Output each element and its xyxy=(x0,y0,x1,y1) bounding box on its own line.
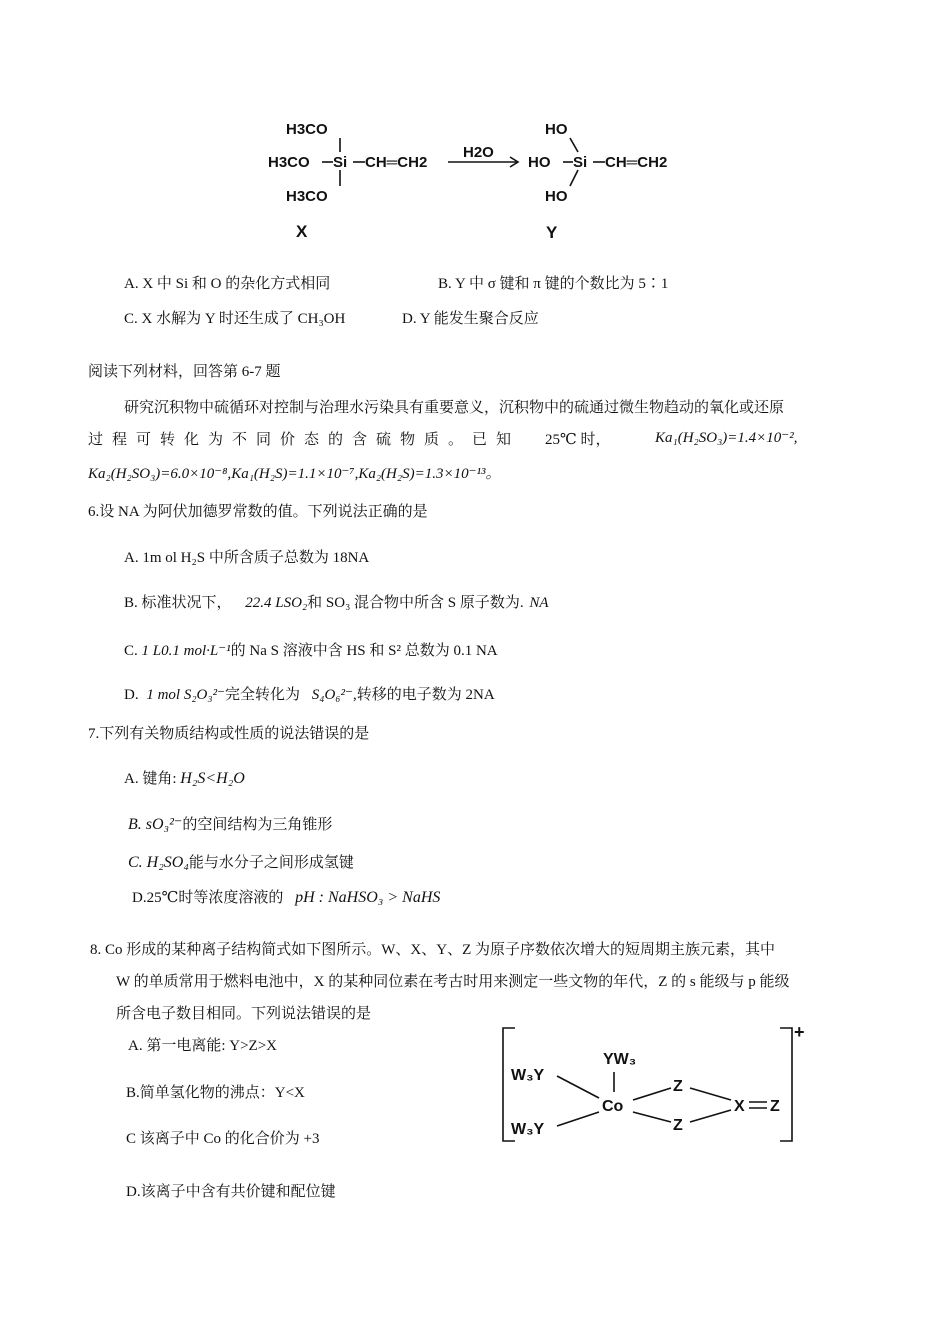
ka-values-row xyxy=(88,462,501,483)
q8-option-a: A. 第一电离能: Y>Z>X xyxy=(128,1038,277,1054)
q6-b-formula: 22.4 LSO₂ xyxy=(245,595,308,611)
charge-sign: + xyxy=(794,1022,805,1042)
q7-c-suffix: 能与水分子之间形成氢键 xyxy=(188,855,354,871)
q7-a-prefix: A. 键角: xyxy=(124,771,177,787)
y-si-atom: Si xyxy=(573,154,588,171)
left-bottom-group: W₃Y xyxy=(511,1121,545,1138)
q6-option-c xyxy=(124,639,498,660)
passage-line-1: 研究沉积物中硫循环对控制与治理水污染具有重要意义，沉积物中的硫通过微生物趋动的氧化或还原 xyxy=(124,400,785,416)
x-atom: X xyxy=(734,1098,745,1115)
q7-c-formula: C. H₂SO₄ xyxy=(128,854,189,871)
q5-option-b: B. Y 中 σ 键和 π 键的个数比为 5∶1 xyxy=(438,276,669,292)
ka1-h2s: Ka₁(H₂S)=1.1×10⁻⁷, xyxy=(231,466,359,482)
ka2-h2so3: Ka₂(H₂SO₃)=6.0×10⁻⁸, xyxy=(88,466,232,482)
q7-d-formula: pH : NaHSO₃ > NaHS xyxy=(295,889,441,906)
reagent-label: H2O xyxy=(463,144,494,161)
q6-option-d xyxy=(124,683,495,704)
label-x: X xyxy=(296,222,308,241)
q6-b-suffix: 和 SO₃ 混合物中所含 S 原子数为. xyxy=(307,595,524,611)
cobalt-complex-structure xyxy=(495,1018,815,1153)
q5-option-a: A. X 中 Si 和 O 的杂化方式相同 xyxy=(124,276,331,292)
q7-stem: 7.下列有关物质结构或性质的说法错误的是 xyxy=(88,726,370,742)
q6-b-na: NA xyxy=(529,595,549,611)
q7-d-prefix: D.25℃时等浓度溶液的 xyxy=(132,890,284,906)
y-vinyl-group: CH═CH2 xyxy=(605,154,668,171)
q8-option-b: B.简单氢化物的沸点：Y<X xyxy=(126,1085,305,1101)
top-group: YW₃ xyxy=(603,1051,637,1068)
q7-a-formula: H₂S<H₂O xyxy=(180,770,245,787)
q5-option-d: D. Y 能发生聚合反应 xyxy=(402,311,539,327)
passage-line-2: 过程可转化为不同价态的含硫物质。已知 xyxy=(88,432,521,448)
passage-temp: 25℃ 时， xyxy=(545,432,611,448)
x-vinyl-group: CH═CH2 xyxy=(365,154,428,171)
reaction-scheme xyxy=(260,112,700,247)
q6-d-prefix: D. xyxy=(124,687,139,703)
z-bottom-atom: Z xyxy=(673,1117,683,1134)
q7-option-c xyxy=(128,851,354,872)
q6-d-suffix: ,转移的电子数为 2NA xyxy=(352,687,495,703)
q8-stem-line-3: 所含电子数目相同。下列说法错误的是 xyxy=(116,1006,372,1022)
x-methoxy-left: H3CO xyxy=(268,154,310,171)
q6-c-suffix: 的 Na S 溶液中含 HS 和 S² 总数为 0.1 NA xyxy=(230,643,498,659)
q8-option-d: D.该离子中含有共价键和配位键 xyxy=(126,1184,336,1200)
q8-stem-line-2: W 的单质常用于燃料电池中，X 的某种同位素在考古时用来测定一些文物的年代，Z 的 s 能级与 p 能级 xyxy=(116,974,790,990)
q6-d-formula-1: 1 mol S₂O₃²⁻ xyxy=(146,687,226,703)
q7-b-suffix: 的空间结构为三角锥形 xyxy=(182,817,333,833)
y-hydroxy-left: HO xyxy=(528,154,551,171)
y-hydroxy-bottom: HO xyxy=(545,188,568,205)
ka1-h2so3: Ka₁(H₂SO₃)=1.4×10⁻², xyxy=(655,430,798,446)
q8-stem-line-1: 8. Co 形成的某种离子结构简式如下图所示。W、X、Y、Z 为原子序数依次增大的短周期主族元素，其中 xyxy=(90,942,775,958)
y-hydroxy-top: HO xyxy=(545,121,568,138)
z-right-atom: Z xyxy=(770,1098,780,1115)
co-center: Co xyxy=(602,1098,624,1115)
q7-option-b xyxy=(128,813,332,834)
q6-d-middle: 完全转化为 xyxy=(225,687,301,703)
q7-option-a xyxy=(124,767,245,788)
z-top-atom: Z xyxy=(673,1078,683,1095)
q8-option-c: C 该离子中 Co 的化合价为 +3 xyxy=(126,1131,320,1147)
passage-intro: 阅读下列材料，回答第 6-7 题 xyxy=(88,364,281,380)
ka2-h2s: Ka₂(H₂S)=1.3×10⁻¹³。 xyxy=(358,466,501,482)
x-methoxy-bottom: H3CO xyxy=(286,188,328,205)
q6-option-a: A. 1m ol H₂S 中所含质子总数为 18NA xyxy=(124,550,370,566)
label-y: Y xyxy=(546,223,558,242)
q6-c-formula: 1 L0.1 mol·L⁻¹ xyxy=(141,643,231,659)
q7-b-formula: B. sO₃²⁻ xyxy=(128,816,183,833)
q6-c-prefix: C. xyxy=(124,643,138,659)
q6-option-b xyxy=(124,591,549,612)
q7-option-d xyxy=(132,886,440,907)
q5-option-c: C. X 水解为 Y 时还生成了 CH₃OH xyxy=(124,311,346,327)
x-si-atom: Si xyxy=(333,154,348,171)
x-methoxy-top: H3CO xyxy=(286,121,328,138)
q6-b-prefix: B. 标准状况下， xyxy=(124,595,232,611)
q6-d-formula-2: S₄O₆²⁻ xyxy=(311,687,353,703)
q6-stem: 6.设 NA 为阿伏加德罗常数的值。下列说法正确的是 xyxy=(88,504,428,520)
left-top-group: W₃Y xyxy=(511,1067,545,1084)
right-bracket xyxy=(780,1028,792,1141)
